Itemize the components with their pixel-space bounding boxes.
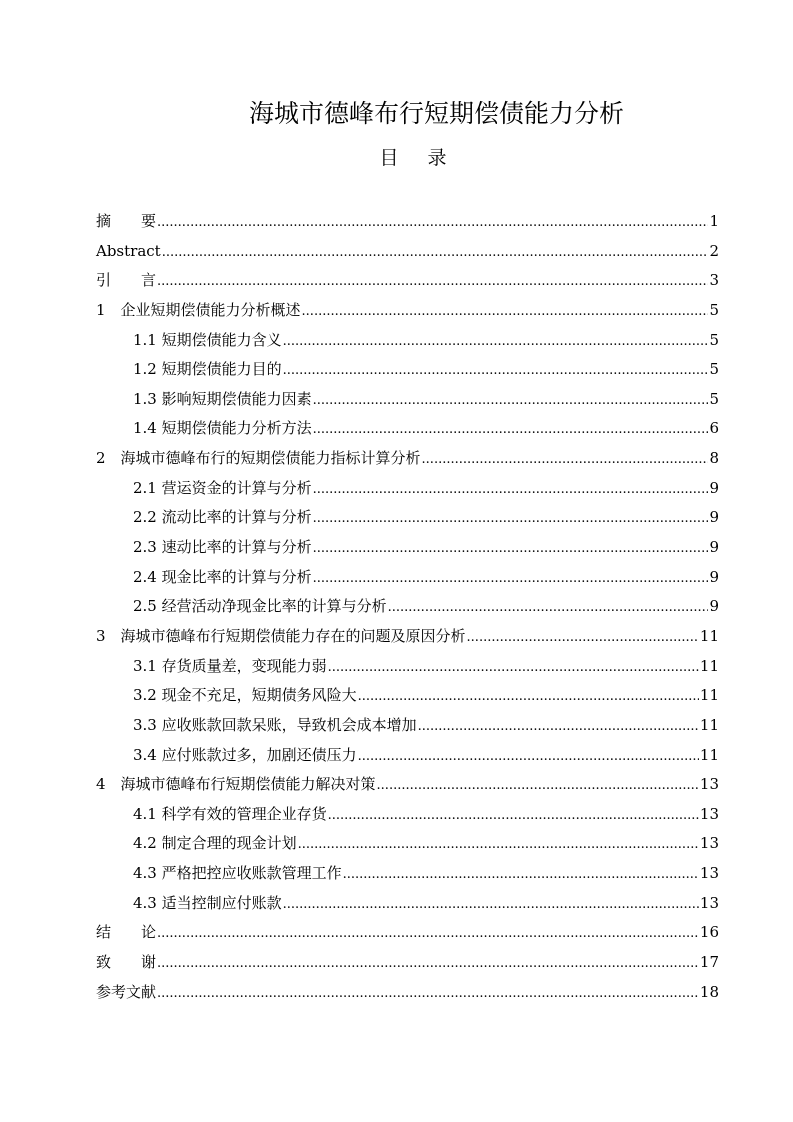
toc-entry-label: Abstract — [96, 241, 161, 260]
dot-leader — [422, 445, 709, 475]
dot-leader — [313, 504, 709, 534]
toc-entry-label: 1.4 短期偿债能力分析方法 — [133, 419, 312, 438]
toc-entry-label: 2.4 现金比率的计算与分析 — [133, 567, 312, 586]
toc-entry-label: 2.2 流动比率的计算与分析 — [133, 508, 312, 527]
dot-leader — [157, 208, 708, 238]
toc-entry-label: 1.3 影响短期偿债能力因素 — [133, 389, 312, 408]
dot-leader — [283, 327, 709, 357]
toc-entry-label: 4.2 制定合理的现金计划 — [133, 834, 297, 853]
toc-entry[interactable] — [96, 237, 719, 267]
toc-entry-page-number: 5 — [709, 389, 719, 408]
toc-entry-label: 2 海城市德峰布行的短期偿债能力指标计算分析 — [96, 449, 421, 468]
dot-leader — [157, 979, 699, 1009]
toc-entry[interactable] — [96, 296, 719, 326]
toc-entry-page-number: 11 — [699, 626, 719, 645]
toc-heading: 目录 — [379, 147, 476, 169]
toc-entry[interactable] — [96, 918, 719, 948]
toc-entry-page-number: 2 — [709, 241, 719, 260]
toc-entry[interactable] — [96, 622, 719, 652]
toc-entry-page-number: 1 — [709, 212, 719, 230]
toc-entry-page-number: 9 — [709, 508, 719, 527]
toc-entry-label: 1.2 短期偿债能力目的 — [133, 360, 282, 379]
toc-entry[interactable] — [96, 652, 719, 682]
toc-entry-page-number: 11 — [699, 656, 719, 675]
toc-entry[interactable] — [96, 266, 719, 296]
dot-leader — [358, 742, 699, 772]
toc-entry-page-number: 11 — [699, 715, 719, 734]
dot-leader — [313, 415, 709, 445]
toc-entry-label: 4.3 适当控制应付账款 — [133, 893, 282, 912]
toc-entry[interactable] — [96, 889, 719, 919]
toc-entry-label: 3.1 存货质量差，变现能力弱 — [133, 656, 327, 675]
toc-entry-label: 4 海城市德峰布行短期偿债能力解决对策 — [96, 775, 376, 794]
table-of-contents — [96, 207, 719, 1007]
toc-entry-page-number: 11 — [699, 686, 719, 705]
toc-entry[interactable] — [96, 800, 719, 830]
toc-entry[interactable] — [96, 474, 719, 504]
dot-leader — [313, 534, 709, 564]
dot-leader — [418, 712, 699, 742]
toc-entry-label: 摘 要 — [96, 212, 157, 230]
toc-entry-page-number: 13 — [699, 864, 719, 883]
toc-entry-page-number: 13 — [699, 775, 719, 794]
toc-entry[interactable] — [96, 207, 719, 237]
toc-entry-label: 2.1 营运资金的计算与分析 — [133, 478, 312, 497]
toc-entry-page-number: 17 — [699, 953, 719, 972]
toc-entry-page-number: 9 — [709, 597, 719, 616]
toc-entry-label: 1.1 短期偿债能力含义 — [133, 330, 282, 349]
toc-entry[interactable] — [96, 592, 719, 622]
dot-leader — [298, 830, 699, 860]
toc-entry[interactable] — [96, 859, 719, 889]
dot-leader — [302, 297, 709, 327]
toc-entry-label: 4.3 严格把控应收账款管理工作 — [133, 864, 342, 883]
toc-entry-label: 3.4 应付账款过多，加剧还债压力 — [133, 745, 357, 764]
toc-entry-page-number: 13 — [699, 893, 719, 912]
toc-entry-page-number: 9 — [709, 538, 719, 557]
toc-entry-label: 参考文献 — [96, 982, 157, 1001]
toc-entry[interactable] — [96, 414, 719, 444]
toc-entry[interactable] — [96, 503, 719, 533]
toc-entry[interactable] — [96, 385, 719, 415]
toc-entry[interactable] — [96, 770, 719, 800]
dot-leader — [283, 356, 709, 386]
dot-leader — [343, 860, 699, 890]
dot-leader — [157, 919, 699, 949]
toc-entry-label: 致 谢 — [96, 953, 157, 972]
dot-leader — [328, 801, 699, 831]
dot-leader — [157, 267, 708, 297]
toc-entry[interactable] — [96, 978, 719, 1008]
dot-leader — [313, 475, 709, 505]
toc-entry[interactable] — [96, 355, 719, 385]
toc-entry[interactable] — [96, 829, 719, 859]
toc-entry[interactable] — [96, 533, 719, 563]
dot-leader — [313, 564, 709, 594]
toc-entry-label: 3 海城市德峰布行短期偿债能力存在的问题及原因分析 — [96, 626, 466, 645]
dot-leader — [358, 682, 699, 712]
toc-entry-label: 引 言 — [96, 271, 157, 290]
toc-entry-page-number: 3 — [709, 271, 719, 290]
toc-entry-label: 2.3 速动比率的计算与分析 — [133, 538, 312, 557]
toc-entry-label: 1 企业短期偿债能力分析概述 — [96, 300, 301, 319]
toc-entry[interactable] — [96, 948, 719, 978]
dot-leader — [388, 593, 709, 623]
toc-entry[interactable] — [96, 741, 719, 771]
dot-leader — [328, 653, 699, 683]
toc-entry-page-number: 6 — [709, 419, 719, 438]
toc-entry-label: 3.3 应收账款回款呆账，导致机会成本增加 — [133, 715, 417, 734]
toc-entry-label: 4.1 科学有效的管理企业存货 — [133, 804, 327, 823]
dot-leader — [377, 771, 699, 801]
toc-entry-page-number: 5 — [709, 360, 719, 379]
dot-leader — [313, 386, 709, 416]
document-title: 海城市德峰布行短期偿债能力分析 — [248, 99, 624, 128]
toc-entry[interactable] — [96, 681, 719, 711]
toc-entry-page-number: 18 — [699, 982, 719, 1001]
toc-entry[interactable] — [96, 711, 719, 741]
dot-leader — [467, 623, 699, 653]
toc-entry-page-number: 16 — [699, 923, 719, 942]
toc-entry[interactable] — [96, 444, 719, 474]
toc-entry[interactable] — [96, 326, 719, 356]
dot-leader — [283, 890, 699, 920]
toc-entry-page-number: 8 — [709, 449, 719, 468]
toc-entry-page-number: 11 — [699, 745, 719, 764]
toc-entry-label: 2.5 经营活动净现金比率的计算与分析 — [133, 597, 387, 616]
toc-entry-label: 3.2 现金不充足，短期债务风险大 — [133, 686, 357, 705]
toc-entry[interactable] — [96, 563, 719, 593]
toc-entry-page-number: 13 — [699, 834, 719, 853]
toc-entry-page-number: 5 — [709, 330, 719, 349]
toc-entry-page-number: 13 — [699, 804, 719, 823]
toc-entry-label: 结 论 — [96, 923, 157, 942]
toc-entry-page-number: 9 — [709, 478, 719, 497]
dot-leader — [162, 238, 709, 268]
dot-leader — [157, 949, 699, 979]
toc-entry-page-number: 9 — [709, 567, 719, 586]
toc-entry-page-number: 5 — [709, 300, 719, 319]
